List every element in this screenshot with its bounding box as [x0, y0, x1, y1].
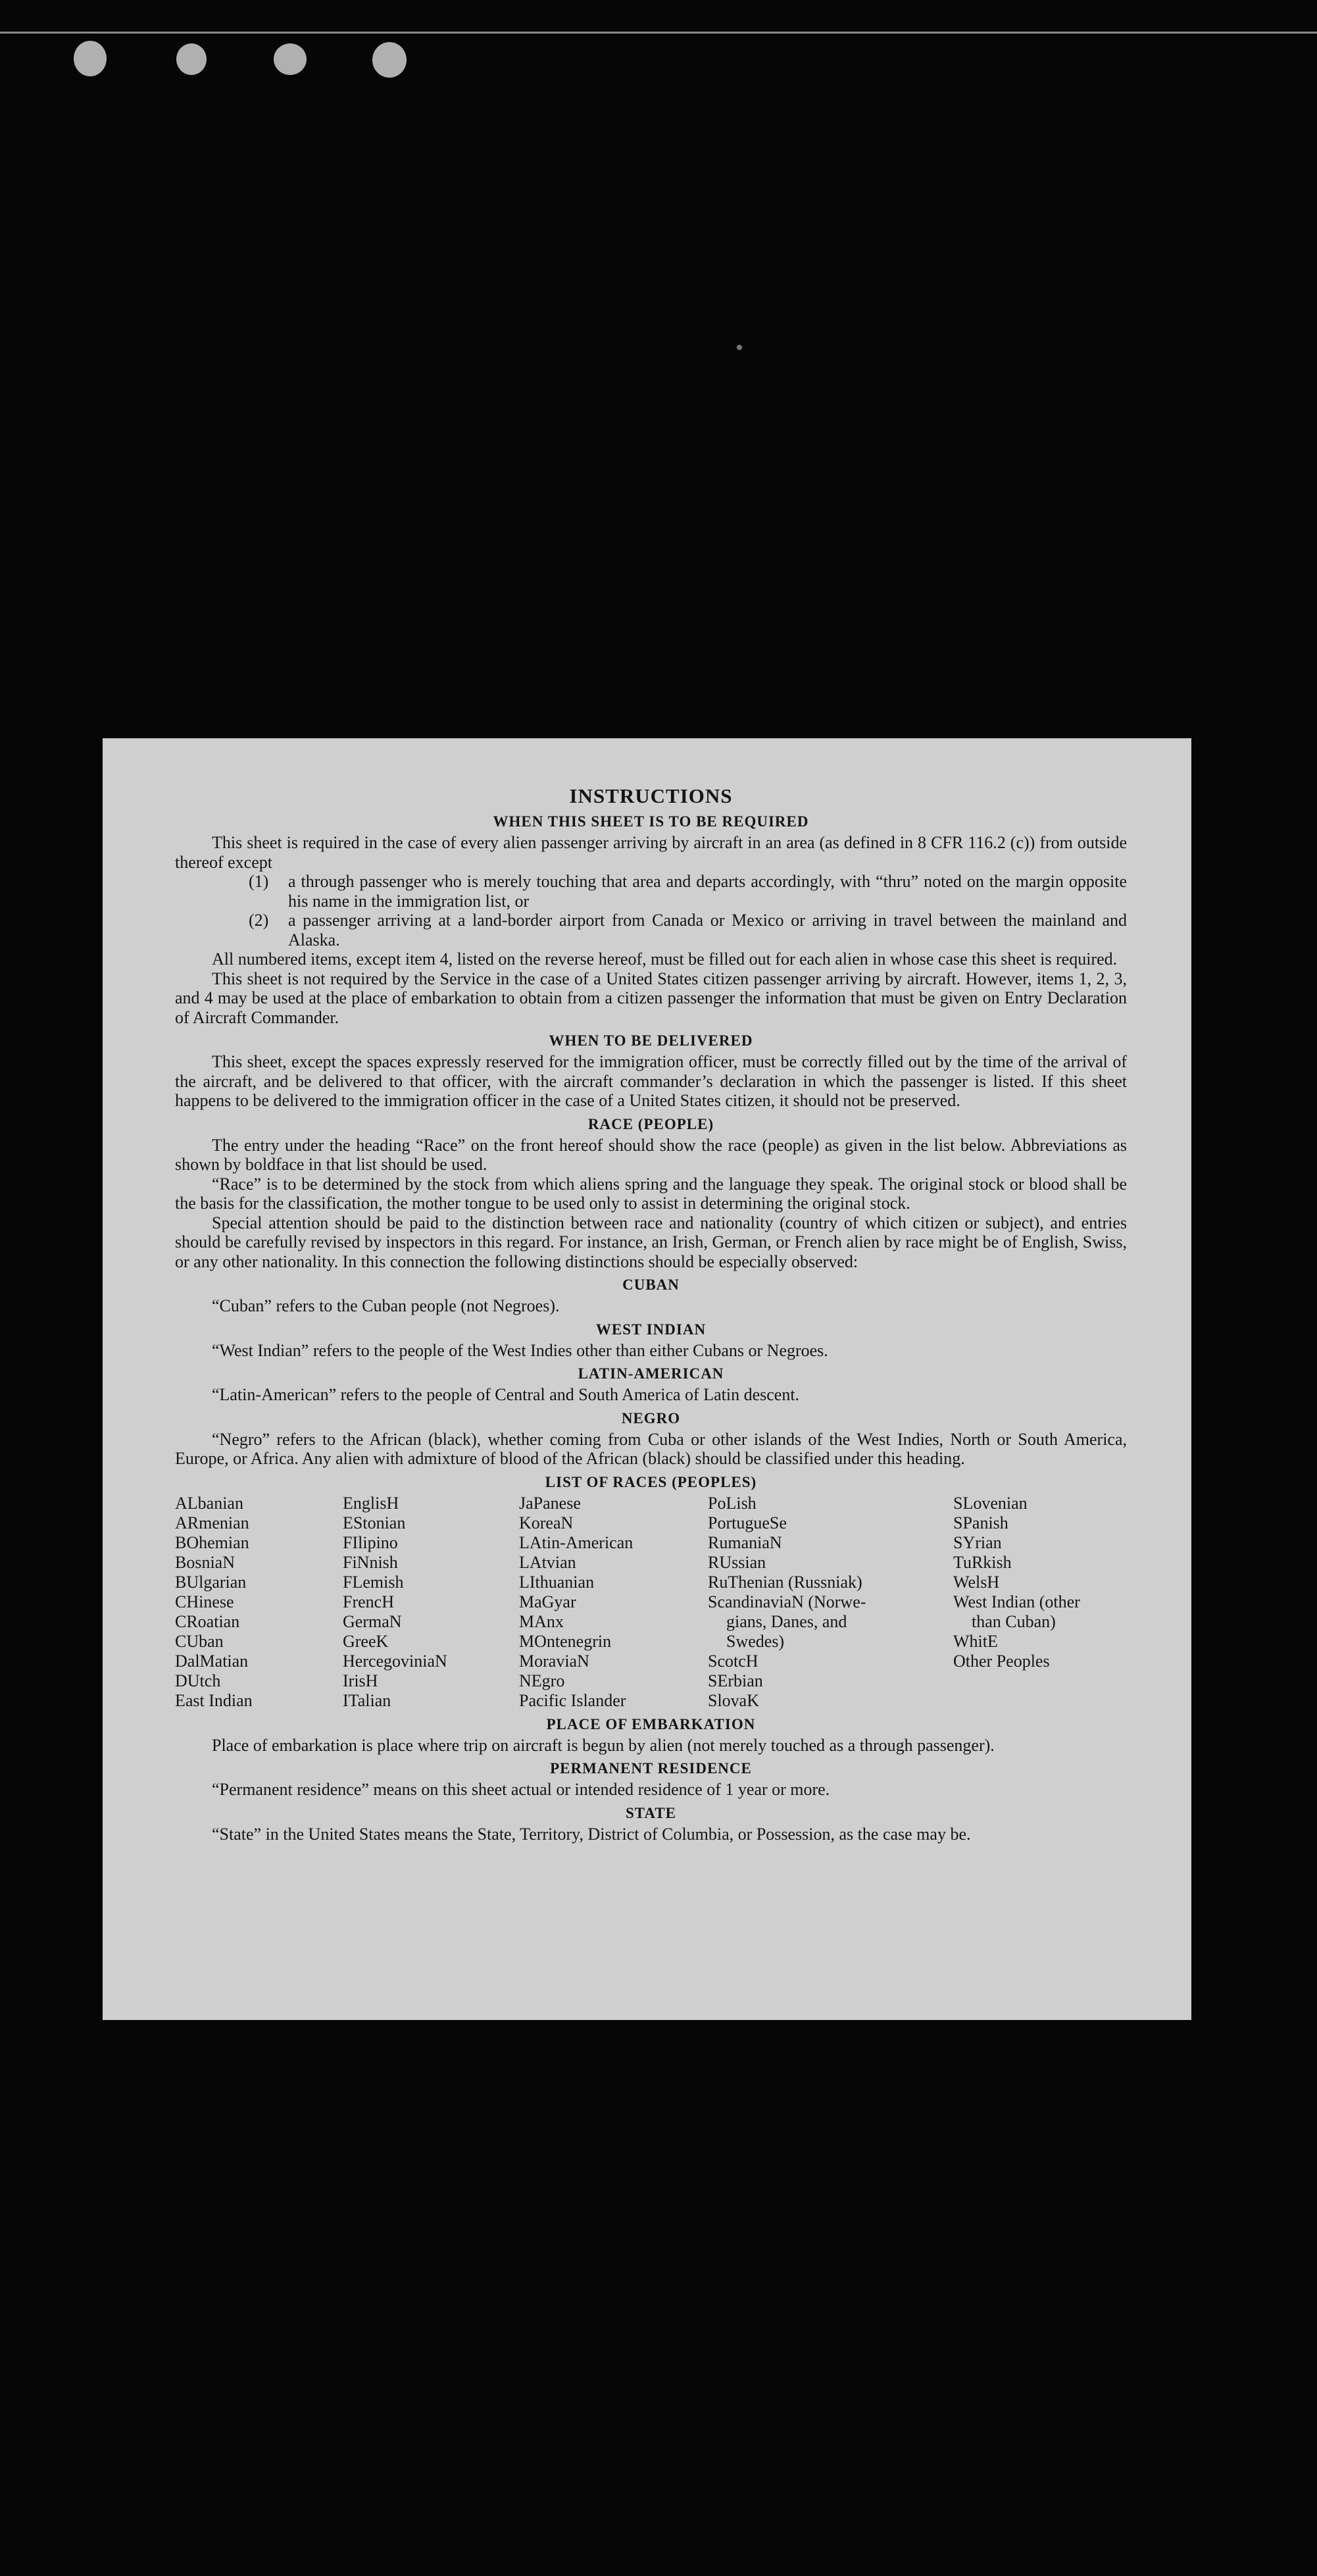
- race-entry: RumaniaN: [708, 1532, 782, 1552]
- race-entry: GermaN: [343, 1611, 402, 1631]
- race-entry: FLemish: [343, 1572, 404, 1592]
- race-entry: WelsH: [953, 1572, 1000, 1592]
- race-entry: PoLish: [708, 1493, 757, 1513]
- race-entry: Swedes): [726, 1631, 785, 1651]
- numbered-items-paragraph: All numbered items, except item 4, listed on the reverse hereof, must be filled out for each alien in whose case this sheet is required.: [212, 949, 1118, 969]
- race-entry: SErbian: [708, 1671, 763, 1690]
- race-entry: SPanish: [953, 1513, 1008, 1532]
- race-entry: DUtch: [175, 1671, 221, 1690]
- film-edge-line: [0, 32, 1317, 34]
- dust-speck: [737, 345, 742, 350]
- film-perforation-mark: [74, 41, 107, 76]
- races-column-5: [953, 1494, 1126, 1711]
- negro-paragraph: “Negro” refers to the African (black), whether coming from Cuba or other islands of the West Indies, North or South America, Europe, or Africa. Any alien with admixture of blood of the African (black) should be classified under this heading.: [175, 1429, 1127, 1468]
- race-entry: MOntenegrin: [519, 1631, 612, 1651]
- race-entry: MoraviaN: [519, 1651, 589, 1671]
- section-heading-races-list: LIST OF RACES (PEOPLES): [545, 1473, 757, 1490]
- races-column-2: [343, 1494, 519, 1711]
- race-entry: ALbanian: [175, 1493, 243, 1513]
- residence-paragraph: “Permanent residence” means on this sheet actual or intended residence of 1 year or more.: [212, 1780, 830, 1799]
- race-entry: LIthuanian: [519, 1572, 595, 1592]
- west-indian-paragraph: “West Indian” refers to the people of the West Indies other than either Cubans or Negroes.: [212, 1340, 828, 1360]
- not-required-paragraph: This sheet is not required by the Service in the case of a United States citizen passenger arriving by aircraft. However, items 1, 2, 3, and 4 may be used at the place of embarkation to obtain from a citizen passenger the information that must be given on Entry Declaration of Aircraft Commander.: [175, 969, 1127, 1027]
- race-entry: TuRkish: [953, 1552, 1012, 1572]
- section-heading-when-required: WHEN THIS SHEET IS TO BE REQUIRED: [493, 813, 809, 830]
- document-title: INSTRUCTIONS: [569, 784, 733, 807]
- race-entry: Pacific Islander: [519, 1690, 626, 1710]
- section-heading-residence: PERMANENT RESIDENCE: [550, 1760, 752, 1777]
- race-entry: RuThenian (Russniak): [708, 1572, 862, 1592]
- race-entry: LAtin-American: [519, 1532, 634, 1552]
- section-heading-negro: NEGRO: [621, 1409, 681, 1427]
- race-entry: HercegoviniaN: [343, 1651, 447, 1671]
- race-entry: IrisH: [343, 1671, 378, 1690]
- section-heading-when-delivered: WHEN TO BE DELIVERED: [549, 1032, 753, 1049]
- film-perforation-mark: [176, 43, 207, 75]
- film-perforation-mark: [372, 42, 407, 78]
- race-entry: gians, Danes, and: [726, 1611, 847, 1631]
- race-entry: MaGyar: [519, 1592, 576, 1611]
- race-entry: LAtvian: [519, 1552, 576, 1572]
- race-entry: ScandinaviaN (Norwe-: [708, 1592, 866, 1611]
- race-entry: JaPanese: [519, 1493, 581, 1513]
- race-entry: than Cuban): [972, 1611, 1056, 1631]
- race-entry: FrencH: [343, 1592, 394, 1611]
- latin-american-paragraph: “Latin-American” refers to the people of Central and South America of Latin descent.: [212, 1385, 800, 1404]
- section-heading-embarkation: PLACE OF EMBARKATION: [546, 1715, 756, 1732]
- races-column-4: [708, 1494, 953, 1711]
- race-entry: ITalian: [343, 1690, 391, 1710]
- races-column-1: [175, 1494, 343, 1711]
- races-column-3: [519, 1494, 708, 1711]
- state-paragraph: “State” in the United States means the State, Territory, District of Columbia, or Possession, as the case may be.: [212, 1824, 971, 1844]
- race-entry: SlovaK: [708, 1690, 759, 1710]
- race-entry: GreeK: [343, 1631, 389, 1651]
- race-entry: KoreaN: [519, 1513, 574, 1532]
- section-heading-west-indian: WEST INDIAN: [595, 1321, 707, 1338]
- race-entry: MAnx: [519, 1611, 564, 1631]
- exception-item: (1) a through passenger who is merely touching that area and departs accordingly, with “thru” noted on the margin opposite his name in the immigration list, or: [249, 872, 1127, 911]
- race-entry: CHinese: [175, 1592, 234, 1611]
- race-paragraph-3: Special attention should be paid to the distinction between race and nationality (country of which citizen or subject), and entries should be carefully revised by inspectors in this regard. For instance, an Irish, German, or French alien by race might be of English, Swiss, or any other nationality. In this connection the following distinctions should be especially observed:: [175, 1213, 1127, 1271]
- section-heading-latin-american: LATIN-AMERICAN: [578, 1365, 724, 1382]
- section-heading-state: STATE: [625, 1804, 676, 1821]
- races-list: [175, 1494, 1127, 1711]
- film-perforation-mark: [274, 43, 307, 75]
- exception-item: (2) a passenger arriving at a land-border airport from Canada or Mexico or arriving in travel between the mainland and Alaska.: [249, 911, 1127, 949]
- instructions-document: [103, 738, 1191, 2020]
- race-entry: SLovenian: [953, 1493, 1028, 1513]
- race-entry: EnglisH: [343, 1493, 399, 1513]
- when-required-intro: This sheet is required in the case of every alien passenger arriving by aircraft in an area (as defined in 8 CFR 116.2 (c)) from outside thereof except: [175, 833, 1127, 872]
- race-paragraph-2: “Race” is to be determined by the stock from which aliens spring and the language they speak. The original stock or blood shall be the basis for the classification, the mother tongue to be used only to assist in determining the original stock.: [175, 1174, 1127, 1213]
- cuban-paragraph: “Cuban” refers to the Cuban people (not Negroes).: [212, 1296, 560, 1315]
- race-paragraph-1: The entry under the heading “Race” on the front hereof should show the race (people) as given in the list below. Abbreviations as shown by boldface in that list should be used.: [175, 1135, 1127, 1174]
- race-entry: FiNnish: [343, 1552, 398, 1572]
- race-entry: CUban: [175, 1631, 224, 1651]
- race-entry: WhitE: [953, 1631, 998, 1651]
- when-delivered-paragraph: This sheet, except the spaces expressly reserved for the immigration officer, must be correctly filled out by the time of the arrival of the aircraft, and be delivered to that officer, with the aircraft commander’s declaration in which the passenger is listed. If this sheet happens to be delivered to the immigration officer in the case of a United States citizen, it should not be preserved.: [175, 1052, 1127, 1110]
- race-entry: FIlipino: [343, 1532, 398, 1552]
- race-entry: East Indian: [175, 1690, 253, 1710]
- race-entry: Other Peoples: [953, 1651, 1050, 1671]
- race-entry: ARmenian: [175, 1513, 249, 1532]
- section-heading-cuban: CUBAN: [622, 1276, 680, 1293]
- embarkation-paragraph: Place of embarkation is place where trip on aircraft is begun by alien (not merely touched as a through passenger).: [212, 1735, 995, 1755]
- race-entry: West Indian (other: [953, 1592, 1080, 1611]
- race-entry: BosniaN: [175, 1552, 235, 1572]
- race-entry: ScotcH: [708, 1651, 758, 1671]
- race-entry: BOhemian: [175, 1532, 249, 1552]
- race-entry: CRoatian: [175, 1611, 240, 1631]
- race-entry: DalMatian: [175, 1651, 249, 1671]
- race-entry: BUlgarian: [175, 1572, 247, 1592]
- race-entry: EStonian: [343, 1513, 406, 1532]
- race-entry: RUssian: [708, 1552, 766, 1572]
- race-entry: PortugueSe: [708, 1513, 787, 1532]
- race-entry: SYrian: [953, 1532, 1002, 1552]
- race-entry: NEgro: [519, 1671, 565, 1690]
- section-heading-race: RACE (PEOPLE): [587, 1115, 714, 1132]
